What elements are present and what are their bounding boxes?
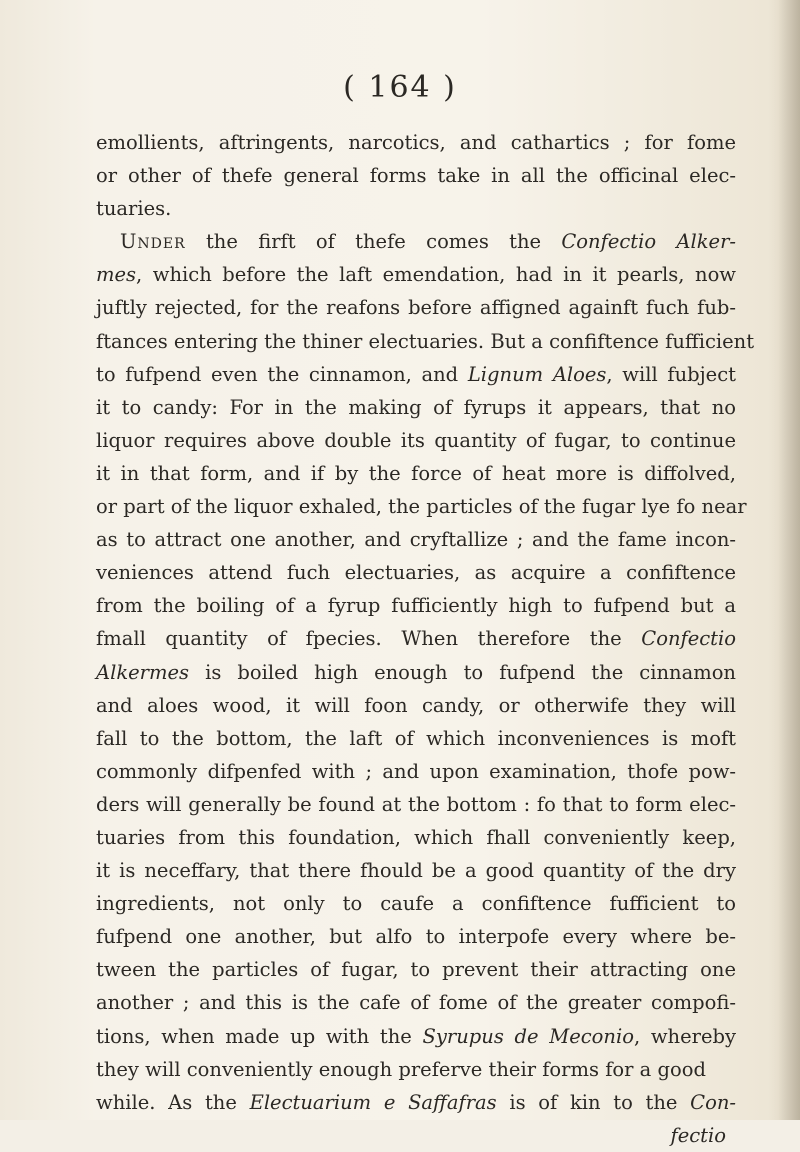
text-line (96, 325, 755, 358)
text-segment: the firft of thefe comes the (185, 230, 562, 254)
text-segment: or part of the liquor exhaled, the particles of the fugar lye fo near (96, 495, 747, 519)
text-line (96, 159, 736, 192)
text-segment: fall to the bottom, the laft of which inconveniences is moft (96, 726, 736, 750)
italic-text: Confectio Alker- (561, 230, 736, 254)
text-segment: from the boiling of a fyrup fufficiently high to fufpend but a (96, 594, 736, 618)
text-line (96, 920, 736, 953)
italic-text: Lignum Aloes (467, 362, 607, 386)
text-segment: ingredients, not only to caufe a confiftence fufficient to (96, 892, 736, 916)
text-line (96, 258, 736, 291)
text-line (96, 358, 736, 391)
italic-text: mes (96, 263, 137, 287)
text-segment: they will conveniently enough preferve their forms for a good (96, 1057, 706, 1081)
text-line (96, 689, 736, 722)
text-segment: fmall quantity of fpecies. When therefore the (96, 627, 642, 651)
text-line (96, 986, 736, 1019)
text-line (96, 788, 736, 821)
text-segment: is boiled high enough to fufpend the cinnamon (189, 660, 736, 684)
text-segment: emollients, aftringents, narcotics, and cathartics ; for fome (96, 131, 736, 154)
text-segment: it in that form, and if by the force of heat more is diffolved, (96, 461, 736, 485)
text-line (96, 424, 736, 457)
text-line (96, 589, 736, 622)
text-segment: is of kin to the (496, 1090, 691, 1114)
text-segment: liquor requires above double its quantity of fugar, to continue (96, 428, 736, 452)
text-segment: or other of thefe general forms take in all the officinal elec- (96, 164, 736, 188)
text-line (96, 722, 736, 755)
text-segment: , which before the laft emendation, had in it pearls, now (136, 263, 736, 287)
text-segment: another ; and this is the cafe of fome of the greater compofi- (96, 991, 736, 1015)
text-line (96, 953, 736, 986)
text-segment: it is neceffary, that there fhould be a good quantity of the dry (96, 859, 736, 883)
text-line (96, 126, 736, 159)
catchword-text: fectio (670, 1123, 726, 1147)
text-segment: juftly rejected, for the reafons before affigned againft fuch fub- (96, 296, 736, 320)
italic-text: Con- (690, 1090, 736, 1114)
page-number: ( 164 ) (343, 70, 457, 105)
text-line (96, 225, 736, 258)
text-segment: to fufpend even the cinnamon, and (96, 362, 468, 386)
text-line (96, 656, 736, 689)
text-line (96, 821, 736, 854)
small-caps-text: Under (120, 230, 186, 254)
text-segment: tween the particles of fugar, to prevent their attracting one (96, 958, 736, 982)
text-segment: commonly difpenfed with ; and upon examination, thofe pow- (96, 759, 736, 783)
text-segment: , whereby (633, 1024, 736, 1048)
text-segment: tions, when made up with the (96, 1024, 423, 1048)
italic-text: Electuarium e Saffafras (249, 1090, 497, 1114)
text-segment: , will fubject (606, 362, 736, 386)
text-line (96, 755, 736, 788)
text-segment: tuaries from this foundation, which fhall conveniently keep, (96, 825, 736, 849)
text-line (96, 457, 736, 490)
text-segment: tuaries. (96, 197, 172, 221)
text-segment: veniences attend fuch electuaries, as acquire a confiftence (96, 561, 736, 585)
italic-text: Confectio (641, 627, 736, 651)
text-line (96, 887, 736, 920)
italic-text: Syrupus de Meconio (422, 1024, 634, 1048)
text-line (96, 1086, 736, 1119)
text-segment: while. As the (96, 1090, 250, 1114)
text-line (96, 291, 736, 324)
text-segment: ders will generally be found at the bottom : fo that to form elec- (96, 792, 736, 816)
text-line (96, 523, 736, 556)
page-edge-shadow (778, 0, 800, 1120)
text-segment: and aloes wood, it will foon candy, or otherwife they will (96, 693, 736, 717)
text-line (96, 391, 736, 424)
text-segment: as to attract one another, and cryftallize ; and the fame incon- (96, 528, 736, 552)
text-line (96, 192, 736, 225)
text-line (96, 556, 736, 589)
body-text (96, 126, 755, 1152)
text-line (96, 1053, 736, 1086)
text-line (96, 622, 736, 655)
italic-text: Alkermes (96, 660, 190, 684)
text-segment: ftances entering the thiner electuaries. But a confiftence fufficient (96, 329, 755, 353)
text-segment: fufpend one another, but alfo to interpofe every where be- (96, 925, 736, 949)
text-line (96, 854, 736, 887)
text-segment: it to candy: For in the making of fyrups it appears, that no (96, 395, 736, 419)
text-line (96, 1020, 736, 1053)
catchword (96, 1119, 736, 1152)
text-line (96, 490, 747, 523)
